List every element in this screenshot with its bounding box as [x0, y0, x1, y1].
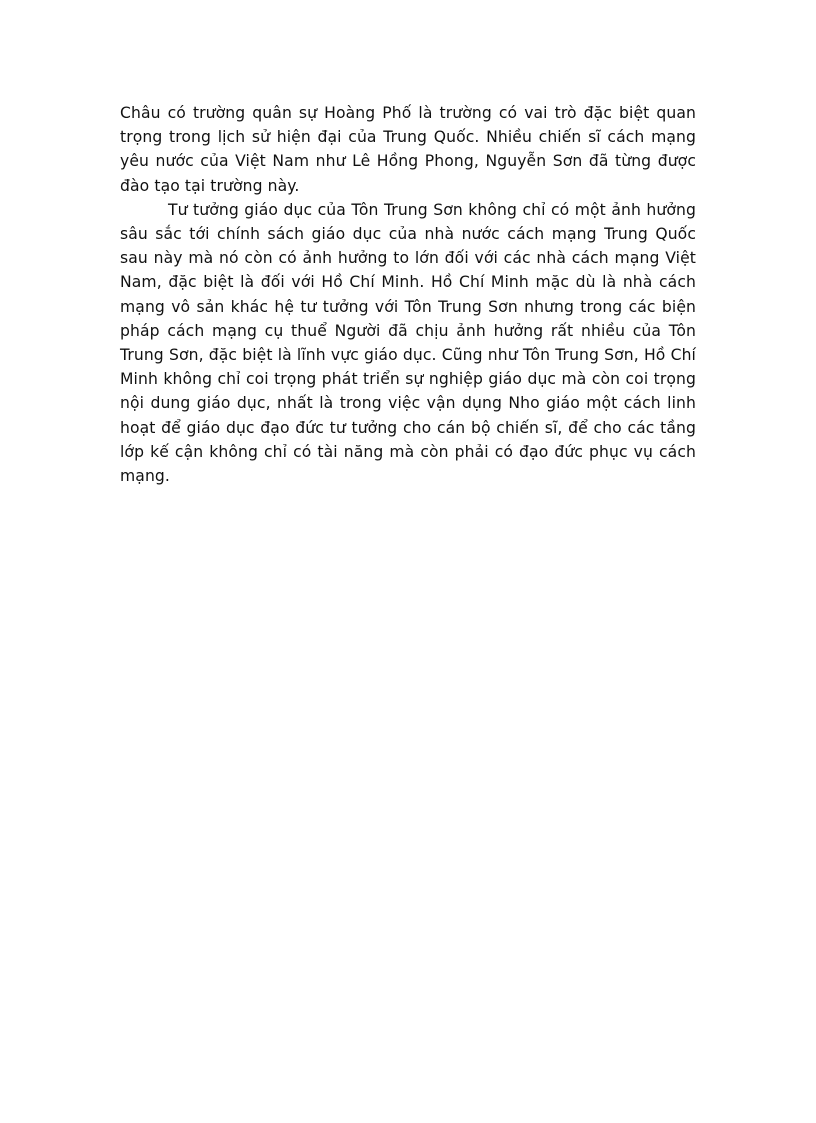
paragraph-1: Châu có trường quân sự Hoàng Phố là trường có vai trò đặc biệt quan trọng trong lịch sử hiện đại của Trung Quốc. Nhiều chiến sĩ cách mạng yêu nước của Việt Nam như Lê Hồng Phong, Nguyễn Sơn đã từng được đào tạo tại trường này.	[120, 104, 696, 195]
paragraph-2: Tư tưởng giáo dục của Tôn Trung Sơn không chỉ có một ảnh hưởng sâu sắc tới chính sách giáo dục của nhà nước cách mạng Trung Quốc sau này mà nó còn có ảnh hưởng to lớn đối với các nhà cách mạng Việt Nam, đặc biệt là đối với Hồ Chí Minh. Hồ Chí Minh mặc dù là nhà cách mạng vô sản khác hệ tư tưởng với Tôn Trung Sơn nhưng trong các biện pháp cách mạng cụ thuể Người đã chịu ảnh hưởng rất nhiều của Tôn Trung Sơn, đặc biệt là lĩnh vực giáo dục. Cũng như Tôn Trung Sơn, Hồ Chí Minh không chỉ coi trọng phát triển sự nghiệp giáo dục mà còn coi trọng nội dung giáo dục, nhất là trong việc vận dụng Nho giáo một cách linh hoạt để giáo dục đạo đức tư tưởng cho cán bộ chiến sĩ, để cho các tầng lớp kế cận không chỉ có tài năng mà còn phải có đạo đức phục vụ cách mạng.	[120, 200, 696, 486]
body-text	[120, 101, 696, 488]
